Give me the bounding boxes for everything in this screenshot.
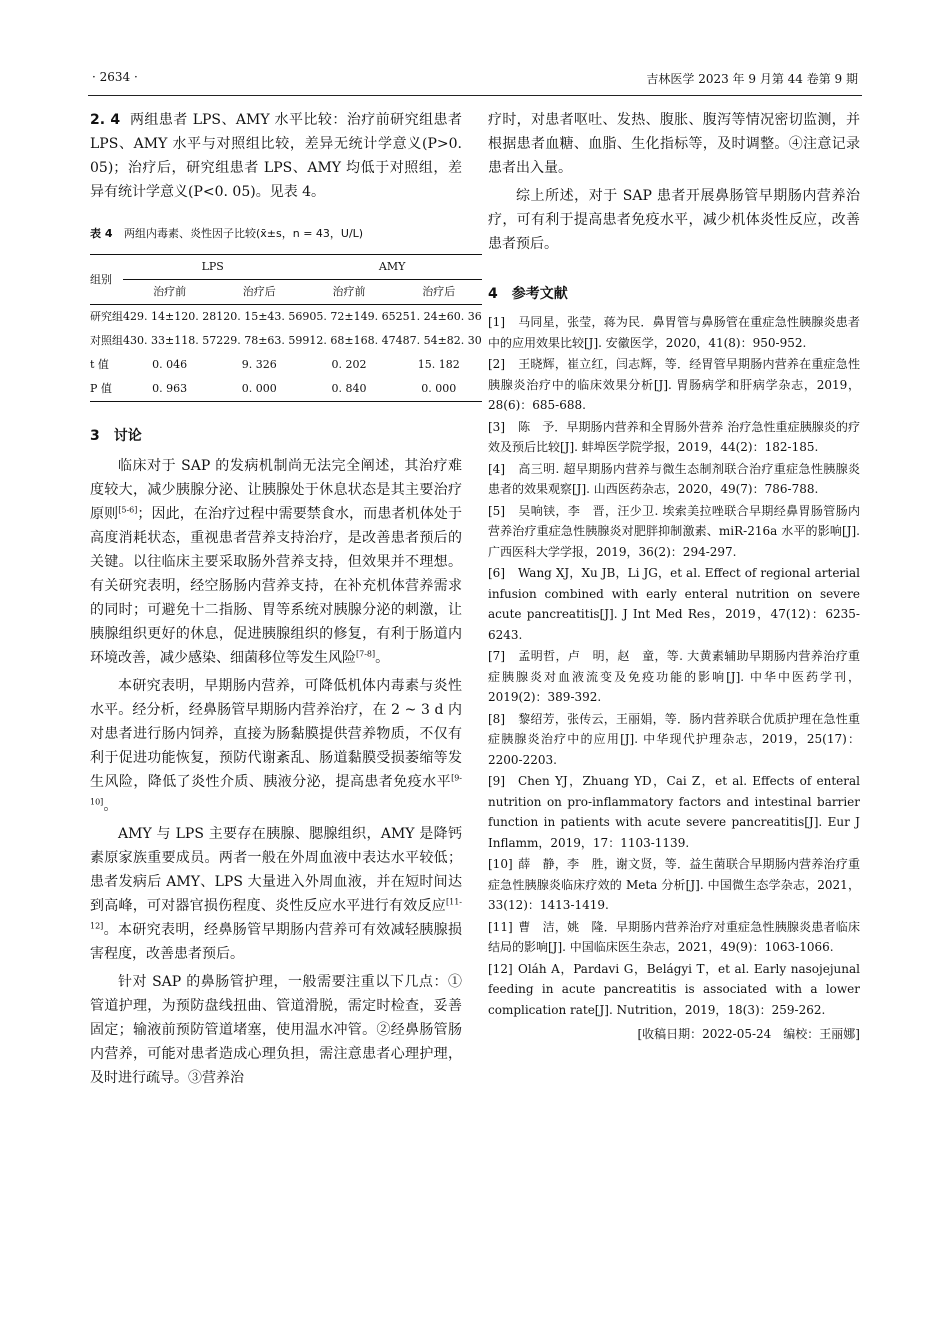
table-row <box>90 377 482 402</box>
table-cell: 9. 326 <box>241 358 277 371</box>
citation: [11-12] <box>90 897 462 931</box>
section-3-heading: 3 讨论 <box>90 428 142 444</box>
reference-text: Chen YJ，Zhuang YD，Cai Z，et al. Effects of enteral nutrition on pro-inflammatory factors and intestinal barrier function in patients with acute severe pancreatitis[J]. Eur J Inflamm，2019，17：1103-1139. <box>488 774 860 850</box>
table-cell: 0. 000 <box>396 377 482 402</box>
row-label: 对照组 <box>90 334 123 347</box>
section-2-4 <box>90 108 462 204</box>
row-label: 研究组 <box>90 310 123 323</box>
section-2-4-number: 2. 4 <box>90 112 121 128</box>
paragraph-text: 本研究表明，早期肠内营养，可降低机体内毒素与炎性水平。经分析，经鼻肠管早期肠内营养治疗，在 2 ~ 3 d 内对患者进行肠内饲养，直接为肠黏膜提供营养物质，不仅有利于促进功能恢复，预防代谢紊乱、肠道黏膜受损萎缩等发生风险，降低了炎性介质、胰液分泌，提高患者免疫水平 <box>90 678 462 790</box>
reference-text: 孟明哲，卢 明，赵 童，等. 大黄素辅助早期肠内营养治疗重症胰腺炎对血液流变及免疫功能的影响[J]. 中华中医药学刊，2019(2)：389-392. <box>488 649 860 704</box>
reference-list <box>488 312 860 1020</box>
table-row <box>90 353 482 377</box>
reference-item <box>488 459 860 500</box>
discussion-paragraph <box>90 674 462 818</box>
row-label: t 值 <box>90 358 109 371</box>
table-cell: 0. 202 <box>331 358 367 371</box>
reference-text: 薛 静，李 胜，谢文贤，等．益生菌联合早期肠内营养治疗重症急性胰腺炎临床疗效的 Meta 分析[J]. 中国微生态学杂志，2021，33(12)：1413-1419. <box>488 857 860 912</box>
section-2-4-title: 两组患者 LPS、AMY 水平比较： <box>129 112 347 128</box>
reference-text: 黎绍芳，张传云，王丽娟，等．肠内营养联合优质护理在急性重症胰腺炎治疗中的应用[J]. 中华现代护理杂志，2019，25(17)：2200-2203. <box>488 711 860 767</box>
table-cell: 912. 68±168. 47 <box>302 334 396 347</box>
reference-item <box>488 501 860 563</box>
reference-item <box>488 354 860 416</box>
reference-number: [4] <box>488 461 505 476</box>
reference-text: 曹 洁，姚 隆．早期肠内营养治疗对重症急性胰腺炎患者临床结局的影响[J]. 中国临床医生杂志，2021，49(9)：1063-1066. <box>488 919 860 954</box>
table-cell: 905. 72±149. 65 <box>302 310 396 323</box>
table-cell: 0. 963 <box>123 377 216 402</box>
reference-number: [5] <box>488 503 505 518</box>
reference-number: [11] <box>488 919 513 934</box>
table-cell: 0. 840 <box>302 377 395 402</box>
table-row <box>90 329 482 353</box>
sub-header: 治疗后 <box>216 280 302 305</box>
paragraph-text: 临床对于 SAP 的发病机制尚无法完全阐述，其治疗难度较大，减少胰腺分泌、让胰腺处于休息状态是其主要治疗原则 <box>90 458 462 522</box>
reference-item <box>488 563 860 645</box>
discussion-paragraph <box>90 970 462 1090</box>
reference-number: [6] <box>488 566 505 580</box>
lps-header: LPS <box>123 255 302 280</box>
table-label: 表 4 <box>90 227 113 240</box>
reference-item <box>488 771 860 853</box>
journal-header: 吉林医学 2023 年 9 月第 44 卷第 9 期 <box>646 72 858 86</box>
reference-number: [2] <box>488 357 505 371</box>
header-rule <box>88 95 862 96</box>
right-column <box>488 108 860 1046</box>
table-cell: 0. 000 <box>216 377 302 402</box>
paragraph-text: 。 <box>103 798 118 814</box>
reference-number: [7] <box>488 649 505 663</box>
section-2-4-text: 治疗前研究组患者 LPS、AMY 水平与对照组比较，差异无统计学意义(P>0. 05)；治疗后，研究组患者 LPS、AMY 均低于对照组，差异有统计学意义(P<0. 05)。见表 4。 <box>90 112 463 200</box>
table-cell: 229. 78±63. 59 <box>216 334 303 347</box>
table-cell: 487. 54±82. 30 <box>395 334 482 347</box>
reference-item <box>488 646 860 708</box>
table-cell: 120. 15±43. 56 <box>216 310 303 323</box>
discussion-paragraph-continued: 疗时，对患者呕吐、发热、腹胀、腹泻等情况密切监测，并根据患者血糖、血脂、生化指标等，及时调整。④注意记录患者出入量。 <box>488 112 860 176</box>
reference-item <box>488 959 860 1021</box>
left-column <box>90 108 482 1094</box>
row-label: P 值 <box>90 377 123 402</box>
reference-item <box>488 417 860 458</box>
sub-header: 治疗前 <box>123 280 216 305</box>
citation: [9-10] <box>90 773 462 807</box>
paragraph-text: 针对 SAP 的鼻肠管护理，一般需要注重以下几点：①管道护理，为预防盘线扭曲、管道滑脱，需定时检查，妥善固定；输液前预防管道堵塞，使用温水冲管。②经鼻肠管肠内营养，可能对患者造成心理负担，需注意患者心理护理，及时进行疏导。③营养治 <box>90 974 462 1086</box>
table-row <box>90 305 482 330</box>
table-cell: 15. 182 <box>417 358 460 371</box>
sub-header: 治疗前 <box>302 280 395 305</box>
reference-text: 王晓辉，崔立红，闫志辉，等．经胃管早期肠内营养在重症急性胰腺炎治疗中的临床效果分析[J]. 胃肠病学和肝病学杂志，2019，28(6)：685-688. <box>488 357 860 412</box>
conclusion-paragraph: 综上所述，对于 SAP 患者开展鼻肠管早期肠内营养治疗，可有利于提高患者免疫水平，减少机体炎性反应，改善患者预后。 <box>488 188 860 252</box>
received-date: [收稿日期：2022-05-24 编校：王丽娜] <box>637 1027 860 1041</box>
reference-number: [9] <box>488 774 505 788</box>
paragraph-text: AMY 与 LPS 主要存在胰腺、腮腺组织，AMY 是降钙素原家族重要成员。两者一般在外周血液中表达水平较低；患者发病后 AMY、LPS 大量进入外周血液，并在短时间达到高峰，可对器官损伤程度、炎性反应水平进行有效反应 <box>90 826 462 914</box>
table-cell: 430. 33±118. 57 <box>123 334 217 347</box>
group-header: 组别 <box>90 255 123 305</box>
reference-number: [10] <box>488 857 513 871</box>
citation: [5-6] <box>118 505 138 515</box>
citation: [7-8] <box>356 649 376 659</box>
table-cell: 0. 046 <box>152 358 188 371</box>
reference-number: [3] <box>488 419 505 434</box>
reference-text: Oláh A，Pardavi G，Belágyi T，et al. Early nasojejunal feeding in acute pancreatitis is associated with a lower complication rate[J]. Nutrition，2019，18(3)：259-262. <box>488 961 860 1017</box>
reference-number: [8] <box>488 711 505 726</box>
reference-item <box>488 917 860 958</box>
paragraph-text: 。 <box>375 650 390 666</box>
discussion-paragraph <box>90 454 462 670</box>
page-number: · 2634 · <box>92 70 138 84</box>
reference-number: [12] <box>488 961 513 976</box>
section-4-heading: 4 参考文献 <box>488 286 568 302</box>
reference-text: 吴响铗，李 晋，汪少卫. 埃索美拉唑联合早期经鼻胃肠管肠内营养治疗重症急性胰腺炎对肥胖抑制激素、miR-216a 水平的影响[J]. 广西医科大学学报，2019，36(2)：294-297. <box>488 503 860 559</box>
comparison-table <box>90 254 482 402</box>
table-caption <box>90 222 462 246</box>
reference-text: 陈 予．早期肠内营养和全胃肠外营养 治疗急性重症胰腺炎的疗效及预后比较[J]. 蚌埠医学院学报，2019，44(2)：182-185. <box>488 419 860 454</box>
reference-text: Wang XJ，Xu JB，Li JG，et al. Effect of regional arterial infusion combined with early enteral nutrition on severe acute pancreatitis[J]. J Int Med Res，2019，47(12)：6235-6243. <box>488 566 860 642</box>
paragraph-text: ；因此，在治疗过程中需要禁食水，而患者机体处于高度消耗状态，重视患者营养支持治疗，是改善患者预后的关键。以往临床主要采取肠外营养支持，但效果并不理想。有关研究表明，经空肠肠内营养支持，在补充机体营养需求的同时；可避免十二指肠、胃等系统对胰腺分泌的刺激，让胰腺组织更好的休息，促进胰腺组织的修复，有利于肠道内环境改善，减少感染、细菌移位等发生风险 <box>90 506 463 666</box>
table-cell: 429. 14±120. 28 <box>123 310 217 323</box>
table-cell: 251. 24±60. 36 <box>395 310 482 323</box>
reference-item <box>488 709 860 771</box>
reference-number: [1] <box>488 315 505 329</box>
reference-item <box>488 854 860 916</box>
reference-text: 高三明. 超早期肠内营养与微生态制剂联合治疗重症急性胰腺炎患者的效果观察[J]. 山西医药杂志，2020，49(7)：786-788. <box>488 461 860 496</box>
sub-header: 治疗后 <box>396 280 482 305</box>
table-caption-text: 两组内毒素、炎性因子比较(x̄±s，n = 43，U/L) <box>123 227 364 240</box>
paragraph-text: 。本研究表明，经鼻肠管早期肠内营养可有效减轻胰腺损害程度，改善患者预后。 <box>90 922 462 962</box>
discussion-paragraph <box>90 822 462 966</box>
reference-item <box>488 312 860 353</box>
reference-text: 马同星，张莹，蒋为民．鼻胃管与鼻肠管在重症急性胰腺炎患者中的应用效果比较[J]. 安徽医学，2020，41(8)：950-952. <box>488 315 860 350</box>
amy-header: AMY <box>302 255 481 280</box>
